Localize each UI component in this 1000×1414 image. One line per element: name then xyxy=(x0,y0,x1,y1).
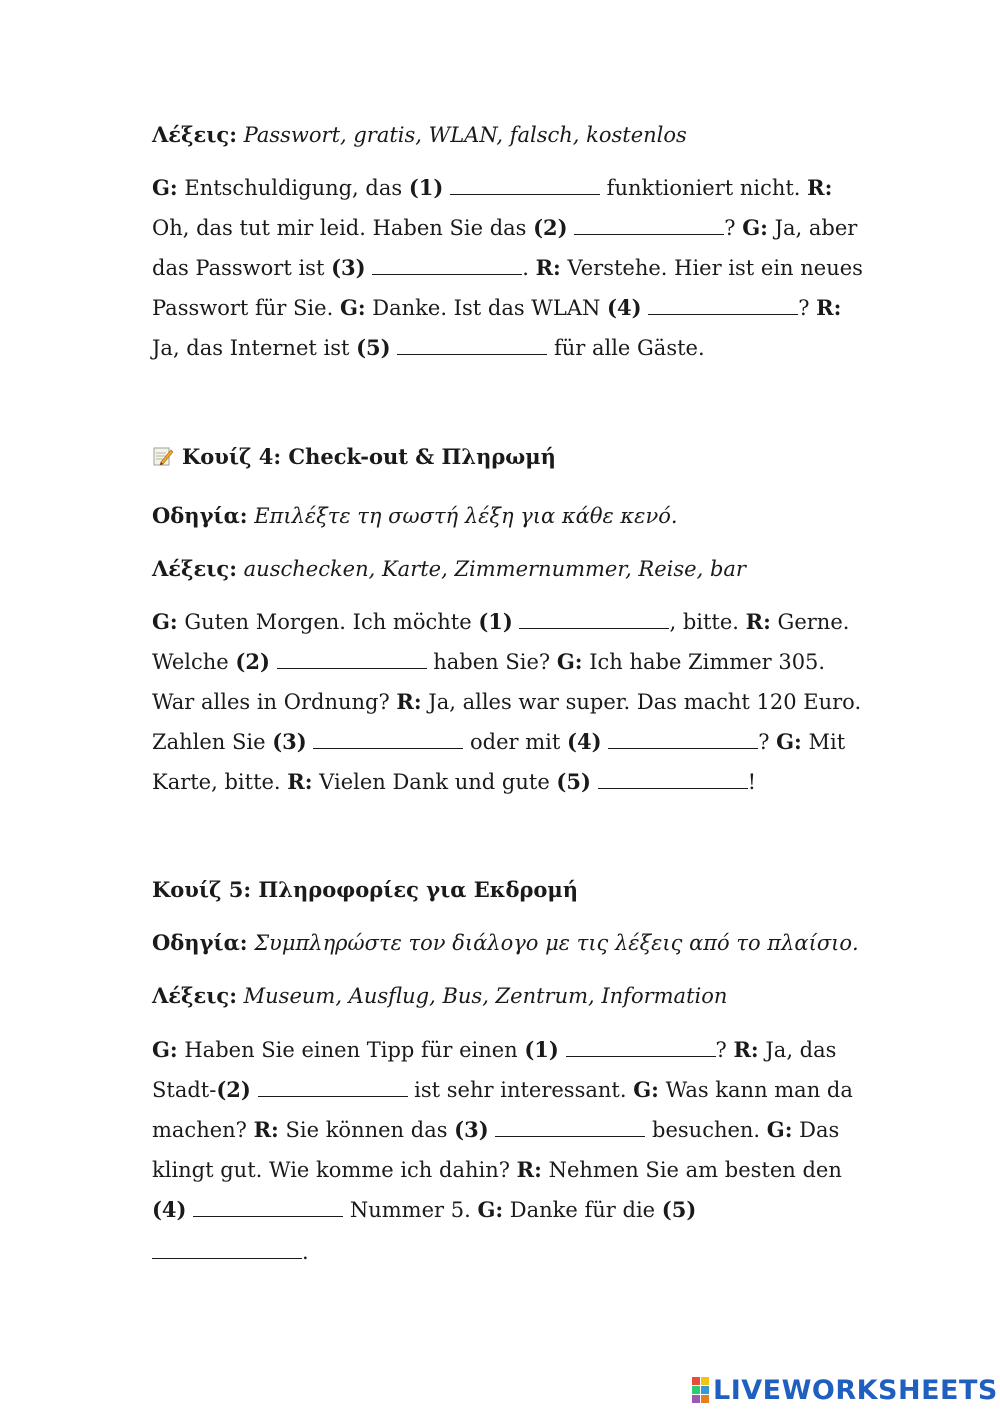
dialog-text: haben Sie? xyxy=(426,650,557,674)
dialog-text: War alles in Ordnung? xyxy=(152,690,397,714)
dialog-text: Vielen Dank und gute xyxy=(312,770,557,794)
dialog-text: besuchen. xyxy=(645,1118,767,1142)
logo-mark-icon xyxy=(692,1377,709,1403)
quiz4-dialog-line-2 xyxy=(152,648,825,676)
dialog-text: . xyxy=(522,256,536,280)
blank-number-2: (2) xyxy=(235,649,270,674)
dialog-text: Danke für die xyxy=(503,1198,662,1222)
blank-4[interactable] xyxy=(193,1198,343,1217)
blank-4[interactable] xyxy=(608,730,758,749)
dialog-text: Ja, das Internet ist xyxy=(152,336,357,360)
dialog-text: oder mit xyxy=(463,730,568,754)
blank-number-1: (1) xyxy=(524,1037,559,1062)
instruction-text: Επιλέξτε τη σωστή λέξη για κάθε κενό. xyxy=(254,504,678,528)
dialog-text: funktioniert nicht. xyxy=(600,176,808,200)
quiz5-words-line xyxy=(152,982,727,1010)
speaker-r: R: xyxy=(745,609,771,634)
speaker-g: G: xyxy=(152,175,178,200)
blank-number-1: (1) xyxy=(478,609,513,634)
speaker-g: G: xyxy=(766,1117,793,1142)
blank-number-5: (5) xyxy=(356,335,391,360)
dialog-text: für alle Gäste. xyxy=(547,336,705,360)
speaker-r: R: xyxy=(287,769,313,794)
quiz5-dialog-line-5 xyxy=(152,1196,696,1224)
speaker-r: R: xyxy=(807,175,833,200)
dialog-text: Mit xyxy=(801,730,846,754)
dialog-text: Nehmen Sie am besten den xyxy=(541,1158,842,1182)
speaker-r: R: xyxy=(516,1157,542,1182)
quiz3-dialog-line-2 xyxy=(152,214,857,242)
speaker-r: R: xyxy=(733,1037,759,1062)
blank-1[interactable] xyxy=(519,610,669,629)
speaker-g: G: xyxy=(152,1037,178,1062)
blank-5[interactable] xyxy=(598,770,748,789)
blank-number-1: (1) xyxy=(408,175,444,200)
dialog-text: das Passwort ist xyxy=(152,256,332,280)
liveworksheets-logo[interactable] xyxy=(692,1375,998,1405)
quiz5-dialog-line-3 xyxy=(152,1116,839,1144)
logo-square xyxy=(701,1377,709,1385)
blank-1[interactable] xyxy=(566,1038,716,1057)
blank-number-4: (4) xyxy=(607,295,642,320)
quiz5-dialog-line-6 xyxy=(152,1238,309,1266)
speaker-g: G: xyxy=(477,1197,504,1222)
instruction-label: Οδηγία: xyxy=(152,930,248,955)
words-list: auschecken, Karte, Zimmernummer, Reise, bar xyxy=(243,557,746,581)
dialog-text: Danke. Ist das WLAN xyxy=(365,296,608,320)
quiz4-words-line xyxy=(152,555,746,583)
quiz5-dialog-line-2 xyxy=(152,1076,853,1104)
speaker-g: G: xyxy=(742,215,768,240)
speaker-r: R: xyxy=(396,689,422,714)
instruction-label: Οδηγία: xyxy=(152,503,248,528)
quiz3-dialog-line-3 xyxy=(152,254,863,282)
dialog-text: ? xyxy=(724,216,743,240)
speaker-r: R: xyxy=(535,255,561,280)
dialog-text: ? xyxy=(715,1038,734,1062)
blank-2[interactable] xyxy=(277,650,427,669)
quiz3-dialog-line-1 xyxy=(152,174,832,202)
quiz5-dialog-line-4 xyxy=(152,1156,842,1184)
dialog-text: Welche xyxy=(152,650,236,674)
dialog-text: Zahlen Sie xyxy=(152,730,273,754)
dialog-text: Gerne. xyxy=(770,610,850,634)
quiz3-dialog-line-5 xyxy=(152,334,705,362)
instruction-text: Συμπληρώστε τον διάλογο με τις λέξεις από το πλαίσιο. xyxy=(254,931,859,955)
speaker-g: G: xyxy=(339,295,366,320)
quiz4-dialog-line-5 xyxy=(152,768,756,796)
dialog-text: Oh, das tut mir leid. Haben Sie das xyxy=(152,216,534,240)
blank-number-4: (4) xyxy=(152,1197,187,1222)
logo-square xyxy=(692,1377,700,1385)
dialog-text: . xyxy=(302,1240,309,1264)
dialog-text: Ja, aber xyxy=(767,216,858,240)
speaker-g: G: xyxy=(633,1077,659,1102)
speaker-g: G: xyxy=(776,729,802,754)
dialog-text: , bitte. xyxy=(669,610,746,634)
quiz3-words-line xyxy=(152,121,687,149)
quiz4-dialog-line-4 xyxy=(152,728,845,756)
blank-1[interactable] xyxy=(450,176,600,195)
words-label: Λέξεις: xyxy=(152,556,237,581)
words-label: Λέξεις: xyxy=(152,122,237,147)
dialog-text: Ich habe Zimmer 305. xyxy=(582,650,826,674)
dialog-text: ? xyxy=(758,730,777,754)
speaker-g: G: xyxy=(556,649,583,674)
dialog-text: Haben Sie einen Tipp für einen xyxy=(177,1038,525,1062)
dialog-text: Verstehe. Hier ist ein neues xyxy=(560,256,863,280)
dialog-text: Stadt- xyxy=(152,1078,217,1102)
dialog-text: ! xyxy=(747,770,757,794)
blank-number-3: (3) xyxy=(331,255,366,280)
memo-icon xyxy=(152,445,174,467)
dialog-text: Nummer 5. xyxy=(343,1198,478,1222)
dialog-text: Ja, alles war super. Das macht 120 Euro. xyxy=(421,690,862,714)
blank-5[interactable] xyxy=(397,336,547,355)
words-label: Λέξεις: xyxy=(152,983,237,1008)
blank-number-5: (5) xyxy=(661,1197,697,1222)
quiz3-dialog-line-4 xyxy=(152,294,841,322)
speaker-r: R: xyxy=(253,1117,279,1142)
dialog-text: Was kann man da xyxy=(658,1078,853,1102)
dialog-text: Ja, das xyxy=(758,1038,837,1062)
blank-number-2: (2) xyxy=(533,215,568,240)
blank-number-3: (3) xyxy=(272,729,307,754)
blank-3[interactable] xyxy=(372,256,522,275)
quiz5-instruction xyxy=(152,929,859,957)
blank-2[interactable] xyxy=(258,1078,408,1097)
words-list: Museum, Ausflug, Bus, Zentrum, Information xyxy=(243,984,728,1008)
dialog-text: machen? xyxy=(152,1118,254,1142)
dialog-text: klingt gut. Wie komme ich dahin? xyxy=(152,1158,517,1182)
dialog-text: ? xyxy=(798,296,817,320)
blank-5[interactable] xyxy=(152,1240,302,1259)
dialog-text: Das xyxy=(792,1118,840,1142)
quiz4-dialog-line-3 xyxy=(152,688,861,716)
logo-square xyxy=(692,1395,700,1403)
dialog-text: Karte, bitte. xyxy=(152,770,288,794)
blank-3[interactable] xyxy=(313,730,463,749)
quiz4-dialog-line-1 xyxy=(152,608,849,636)
blank-2[interactable] xyxy=(574,216,724,235)
quiz5-title: Κουίζ 5: Πληροφορίες για Εκδρομή xyxy=(152,877,579,902)
logo-square xyxy=(701,1386,709,1394)
speaker-g: G: xyxy=(152,609,178,634)
speaker-r: R: xyxy=(816,295,842,320)
dialog-text: Entschuldigung, das xyxy=(177,176,409,200)
logo-square xyxy=(692,1386,700,1394)
blank-number-4: (4) xyxy=(567,729,602,754)
blank-4[interactable] xyxy=(648,296,798,315)
blank-number-3: (3) xyxy=(454,1117,489,1142)
logo-square xyxy=(701,1395,709,1403)
quiz4-title xyxy=(152,443,556,471)
quiz5-dialog-line-1 xyxy=(152,1036,836,1064)
blank-number-2: (2) xyxy=(216,1077,251,1102)
quiz4-instruction xyxy=(152,502,678,530)
dialog-text: ist sehr interessant. xyxy=(407,1078,634,1102)
dialog-text: Sie können das xyxy=(278,1118,455,1142)
dialog-text: Passwort für Sie. xyxy=(152,296,340,320)
blank-number-5: (5) xyxy=(556,769,591,794)
logo-brand-text: LIVEWORKSHEETS xyxy=(713,1374,998,1406)
dialog-text: Guten Morgen. Ich möchte xyxy=(177,610,479,634)
quiz4-title-text: Κουίζ 4: Check-out & Πληρωμή xyxy=(182,444,556,469)
words-list: Passwort, gratis, WLAN, falsch, kostenlos xyxy=(243,123,687,147)
blank-3[interactable] xyxy=(495,1118,645,1137)
